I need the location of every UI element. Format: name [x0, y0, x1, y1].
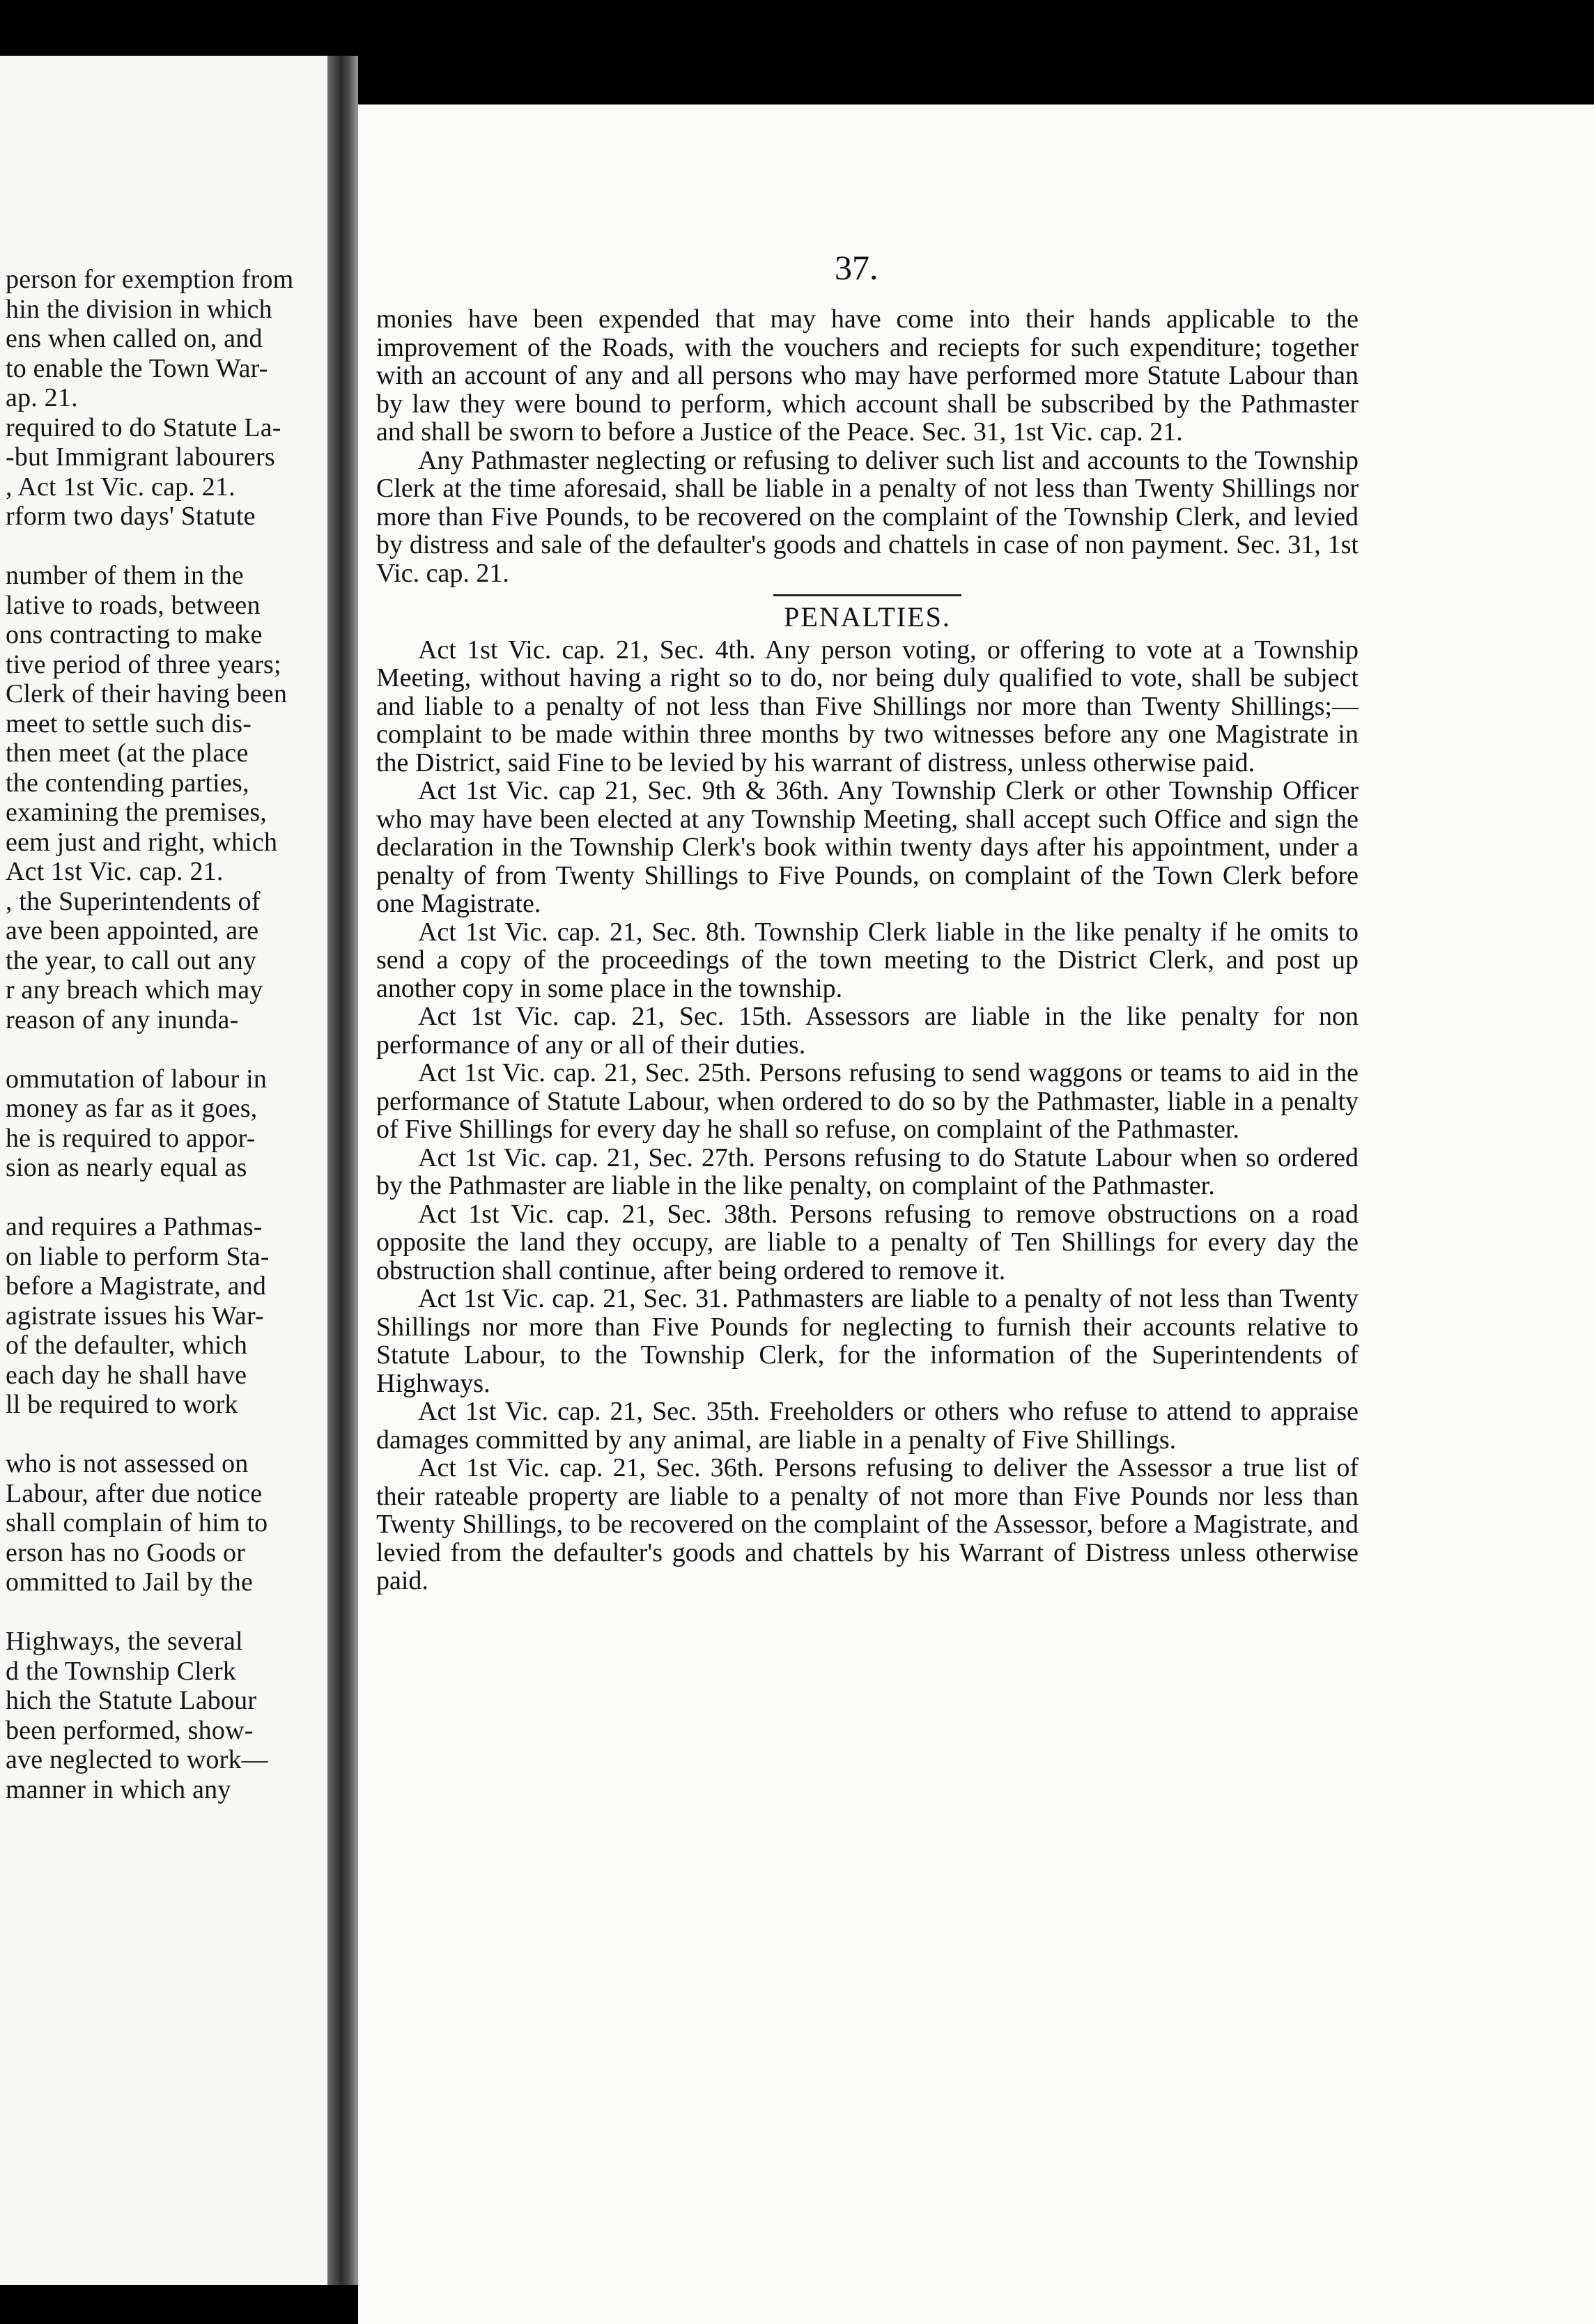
left-page-line	[6, 1597, 304, 1627]
penalty-text: Persons refusing to do Statute Labour when so ordered by the Pathmaster are liable in the like penalty, on complaint of the Pathmaster.	[376, 1142, 1359, 1200]
left-page-line: Clerk of their having been	[6, 679, 288, 708]
penalty-text: Persons refusing to remove obstructions on a road opposite the land they occupy, are liable to a penalty of Ten Shillings for every day the obstruction shall continue, after being ordered to remove it.	[376, 1199, 1359, 1285]
left-page-line	[6, 1420, 304, 1450]
left-page-line: tive period of three years;	[6, 649, 281, 679]
act-reference: Act 1st Vic. cap. 21, Sec. 27th.	[418, 1142, 755, 1172]
penalty-paragraph	[376, 1397, 1359, 1454]
left-page-line: lative to roads, between	[6, 590, 261, 620]
act-reference: Act 1st Vic. cap 21, Sec. 9th & 36th.	[418, 776, 830, 805]
act-reference: Act 1st Vic. cap. 21, Sec. 8th.	[418, 917, 747, 947]
left-page-line	[6, 1035, 304, 1064]
left-page-line: been performed, show-	[6, 1715, 254, 1745]
penalty-text: Township Clerk liable in the like penalty if he omits to send a copy of the proceedings of the town meeting to the District Clerk, and post up another copy in some place in the township.	[376, 917, 1359, 1003]
left-page-line: each day he shall have	[6, 1360, 247, 1390]
penalty-paragraph	[376, 777, 1359, 918]
penalty-paragraph	[376, 1059, 1359, 1144]
penalties-list	[376, 636, 1359, 1595]
intro-paragraph: Any Pathmaster neglecting or refusing to deliver such list and accounts to the Township Clerk at the time aforesaid, shall be liable in a penalty of not less than Twenty Shillings nor more than Five Pounds, to be recovered on the complaint of the Township Clerk, and levied by distress and sale of the defaulter's goods and chattels in case of non payment. Sec. 31, 1st Vic. cap. 21.	[376, 445, 1359, 588]
left-page-line: ll be required to work	[6, 1390, 238, 1419]
penalty-text: Persons refusing to deliver the Assessor a true list of their rateable property are liable to a penalty of not more than Five Pounds nor less than Twenty Shillings, to be recovered on the complaint of the Assessor, before a Magistrate, and levied from the defaulter's goods and chattels by his Warrant of Distress unless otherwise paid.	[376, 1453, 1359, 1595]
act-reference: Act 1st Vic. cap. 21, Sec. 31.	[418, 1284, 729, 1313]
left-page-line: ommitted to Jail by the	[6, 1567, 254, 1597]
left-page-line: money as far as it goes,	[6, 1094, 258, 1123]
book-gutter	[327, 56, 358, 2285]
penalty-text: Any Township Clerk or other Township Officer who may have been elected at any Township Meeting, shall accept such Office and sign the declaration in the Township Clerk's book within twenty days after his appointment, under a penalty of from Twenty Shillings to Five Pounds, on complaint of the Town Clerk before one Magistrate.	[376, 776, 1359, 918]
left-page-line: person for exemption from	[6, 265, 294, 294]
left-page-line: meet to settle such dis-	[6, 708, 252, 738]
left-page-line: number of them in the	[6, 561, 244, 590]
penalty-paragraph	[376, 918, 1359, 1003]
left-page-line: ave neglected to work—	[6, 1745, 268, 1774]
penalty-text: Any person voting, or offering to vote at a Township Meeting, without having a right so to do, nor being duly qualified to vote, shall be subject and liable to a penalty of not less than Five Shillings nor more than Twenty Shillings;—complaint to be made within three months by two witnesses before any one Magistrate in the District, said Fine to be levied by his warrant of distress, unless otherwise paid.	[376, 635, 1359, 777]
left-page-line: then meet (at the place	[6, 738, 249, 768]
left-page-line: to enable the Town War-	[6, 353, 268, 383]
left-page-line	[6, 1183, 304, 1213]
act-reference: Act 1st Vic. cap. 21, Sec. 36th.	[418, 1453, 764, 1482]
left-page-line: he is required to appor-	[6, 1123, 256, 1153]
left-page-line: erson has no Goods or	[6, 1537, 246, 1567]
left-page-line: r any breach which may	[6, 975, 263, 1005]
left-page-line: Act 1st Vic. cap. 21.	[6, 857, 224, 886]
penalty-text: Freeholders or others who refuse to attend to appraise damages committed by any animal, are liable in a penalty of Five Shillings.	[376, 1397, 1359, 1455]
left-page-line: the contending parties,	[6, 768, 249, 798]
intro-paragraph: monies have been expended that may have come into their hands applicable to the improvement of the Roads, with the vouchers and reciepts for such expenditure; together with an account of any and all persons who may have performed more Statute Labour than by law they were bound to perform, which account shall be subscribed by the Pathmaster and shall be sworn to before a Justice of the Peace. Sec. 31, 1st Vic. cap. 21.	[376, 304, 1359, 447]
penalty-paragraph	[376, 1002, 1359, 1059]
act-reference: Act 1st Vic. cap. 21, Sec. 15th.	[418, 1002, 793, 1031]
left-page-line: ens when called on, and	[6, 324, 263, 353]
left-page-line: , Act 1st Vic. cap. 21.	[6, 472, 235, 502]
penalty-paragraph	[376, 1200, 1359, 1285]
left-page-line: , the Superintendents of	[6, 886, 261, 916]
page-number: 37.	[835, 248, 879, 287]
left-page-line: ommutation of labour in	[6, 1064, 268, 1094]
act-reference: Act 1st Vic. cap. 21, Sec. 4th.	[418, 635, 756, 665]
left-page-line: eem just and right, which	[6, 827, 278, 857]
left-page-line: who is not assessed on	[6, 1449, 249, 1478]
left-page-line: -but Immigrant labourers	[6, 442, 275, 472]
left-page-line: shall complain of him to	[6, 1508, 268, 1537]
left-page-line: required to do Statute La-	[6, 412, 281, 442]
penalty-text: Assessors are liable in the like penalty for non performance of any or all of their duties.	[376, 1002, 1359, 1060]
left-page-line: manner in which any	[6, 1774, 231, 1804]
left-page	[0, 56, 327, 2285]
left-page-text	[6, 265, 304, 1804]
left-page-line: d the Township Clerk	[6, 1656, 237, 1686]
left-page-line: ave been appointed, are	[6, 916, 259, 945]
left-page-line: hin the division in which	[6, 294, 272, 324]
left-page-line: reason of any inunda-	[6, 1005, 239, 1035]
left-page-line: rform two days' Statute	[6, 502, 256, 531]
left-page-line: hich the Statute Labour	[6, 1686, 257, 1715]
act-reference: Act 1st Vic. cap. 21, Sec. 35th.	[418, 1397, 760, 1426]
left-page-line: Labour, after due notice	[6, 1478, 263, 1508]
left-page-line: Highways, the several	[6, 1627, 243, 1656]
left-page-line: the year, to call out any	[6, 945, 257, 975]
left-page-line: ap. 21.	[6, 383, 78, 412]
penalty-paragraph	[376, 1144, 1359, 1200]
left-page-line: before a Magistrate, and	[6, 1271, 267, 1301]
act-reference: Act 1st Vic. cap. 21, Sec. 38th.	[418, 1199, 778, 1229]
left-page-line: and requires a Pathmas-	[6, 1212, 263, 1241]
left-page-line	[6, 532, 304, 561]
left-page-line: ons contracting to make	[6, 620, 263, 649]
penalty-paragraph	[376, 1285, 1359, 1397]
left-page-line: on liable to perform Sta-	[6, 1241, 270, 1271]
left-page-line: sion as nearly equal as	[6, 1153, 247, 1182]
penalty-paragraph	[376, 1454, 1359, 1595]
left-page-line: examining the premises,	[6, 798, 268, 827]
right-page-text	[376, 305, 1359, 1595]
penalty-text: Pathmasters are liable to a penalty of not less than Twenty Shillings nor more than Five Pounds for neglecting to furnish their accounts relative to Statute Labour, to the Township Clerk, for the information of the Superintendents of Highways.	[376, 1284, 1359, 1398]
section-divider	[773, 594, 961, 596]
penalty-paragraph	[376, 636, 1359, 777]
penalty-text: Persons refusing to send waggons or teams to aid in the performance of Statute Labour, when ordered to do so by the Pathmaster, liable in a penalty of Five Shillings for every day he shall so refuse, on complaint of the Pathmaster.	[376, 1058, 1359, 1144]
act-reference: Act 1st Vic. cap. 21, Sec. 25th.	[418, 1058, 752, 1087]
left-page-line: of the defaulter, which	[6, 1331, 248, 1360]
section-heading: PENALTIES.	[784, 601, 951, 633]
left-page-line: agistrate issues his War-	[6, 1301, 264, 1331]
